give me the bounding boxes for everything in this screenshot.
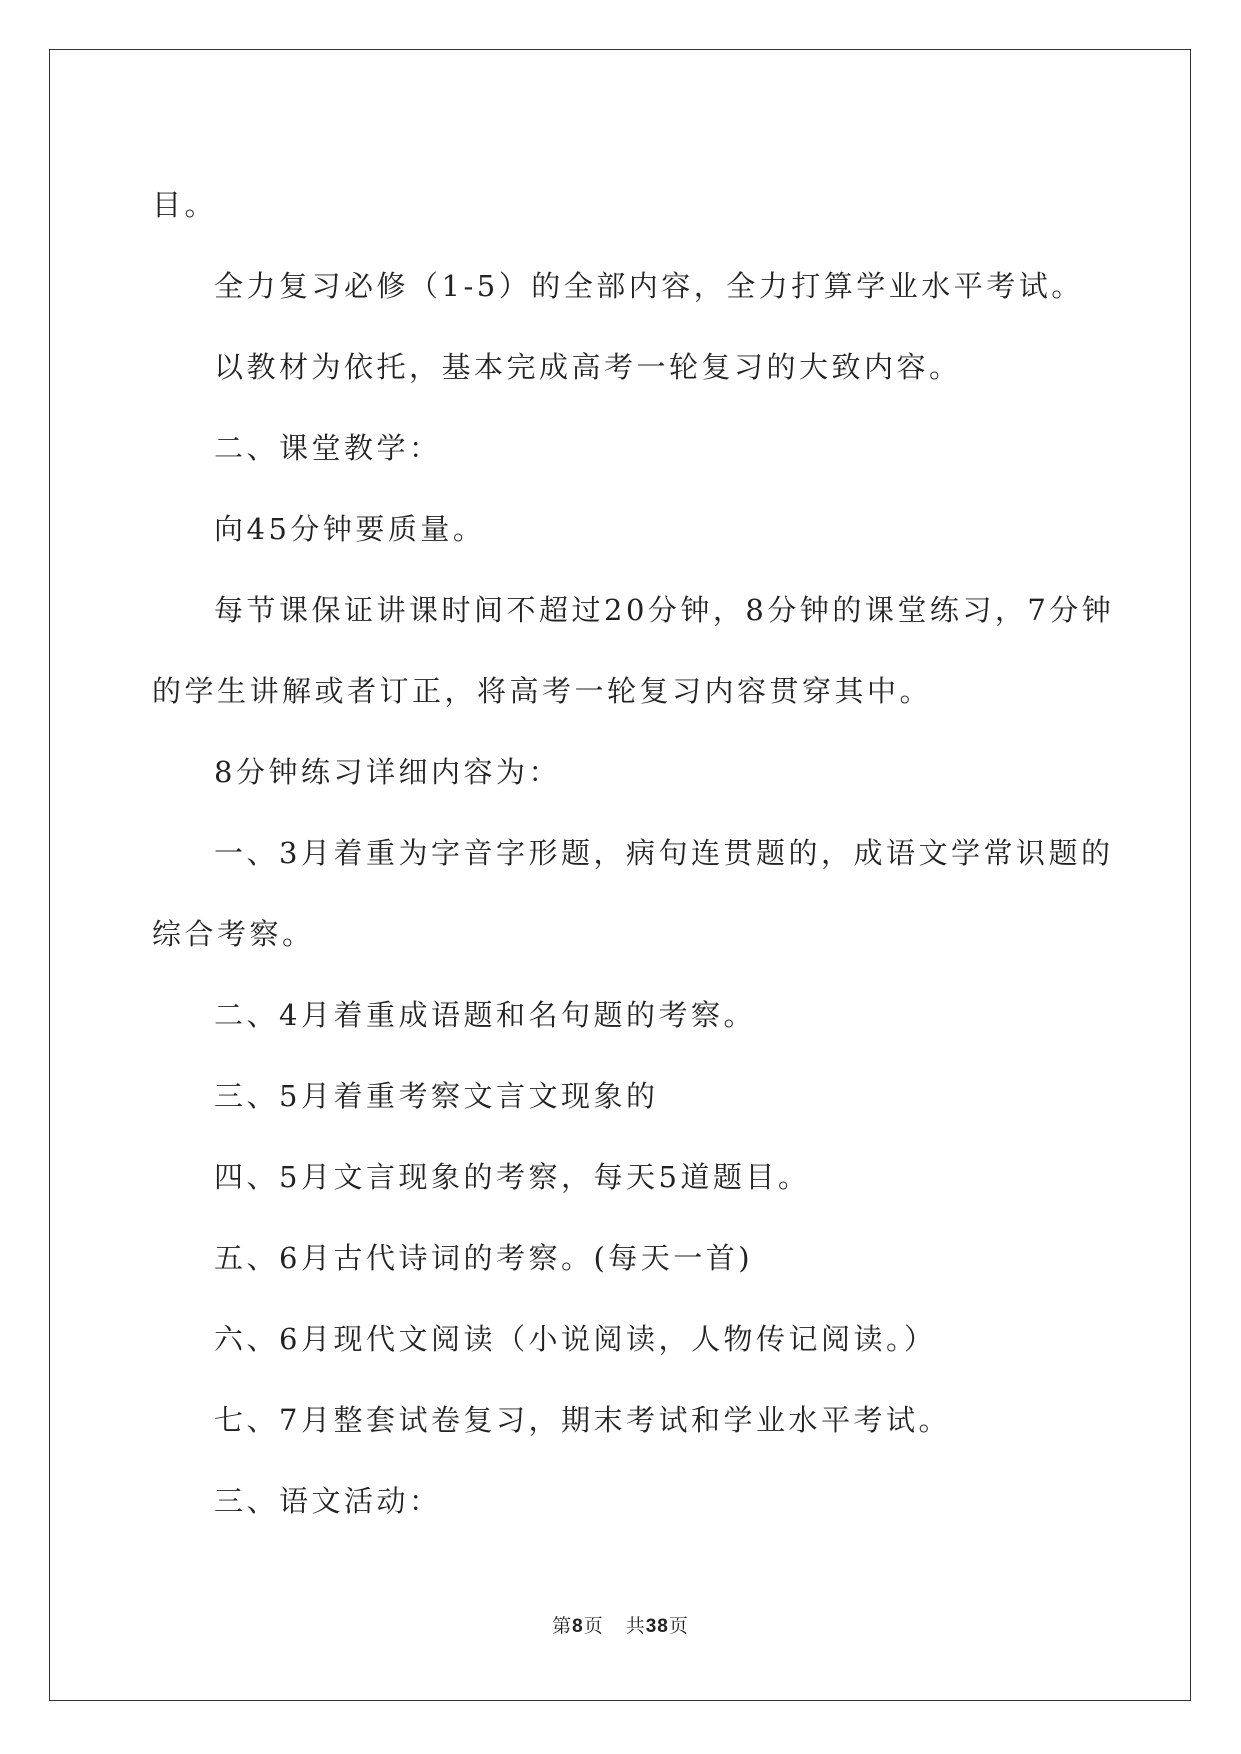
list-item-1: 一、3月着重为字音字形题，病句连贯题的，成语文学常识题的: [214, 836, 1114, 870]
paragraph-3: 以教材为依托，基本完成高考一轮复习的大致内容。: [214, 350, 962, 384]
footer-page-suffix: 页: [583, 1615, 604, 1637]
paragraph-5: 向45分钟要质量。: [214, 512, 486, 546]
list-item-2: 二、4月着重成语题和名句题的考察。: [214, 998, 756, 1032]
footer-total-pages: 38: [645, 1616, 669, 1637]
section-heading-classroom: 二、课堂教学：: [214, 431, 442, 465]
list-item-6: 六、6月现代文阅读（小说阅读，人物传记阅读。）: [214, 1322, 937, 1356]
list-item-1-continued: 综合考察。: [152, 917, 315, 951]
document-body: [152, 165, 1115, 1542]
list-item-4: 四、5月文言现象的考察，每天5道题目。: [214, 1160, 811, 1194]
list-item-7: 七、7月整套试卷复习，期末考试和学业水平考试。: [214, 1403, 951, 1437]
paragraph-8: 8分钟练习详细内容为：: [214, 755, 561, 789]
section-heading-activities: 三、语文活动：: [214, 1484, 442, 1518]
paragraph-6-continued: 的学生讲解或者订正，将高考一轮复习内容贯穿其中。: [152, 674, 933, 708]
list-item-5: 五、6月古代诗词的考察。(每天一首): [214, 1241, 754, 1275]
paragraph-2: 全力复习必修（1-5）的全部内容，全力打算学业水平考试。: [214, 269, 1084, 303]
page-footer: [0, 1611, 1241, 1638]
footer-page-number: 8: [572, 1616, 584, 1637]
footer-total-prefix: 共: [625, 1615, 646, 1637]
footer-page-prefix: 第: [552, 1615, 573, 1637]
paragraph-1: 目。: [152, 188, 218, 222]
paragraph-6: 每节课保证讲课时间不超过20分钟，8分钟的课堂练习，7分钟: [214, 593, 1115, 627]
list-item-3: 三、5月着重考察文言文现象的: [214, 1079, 659, 1113]
footer-total-suffix: 页: [668, 1615, 689, 1637]
